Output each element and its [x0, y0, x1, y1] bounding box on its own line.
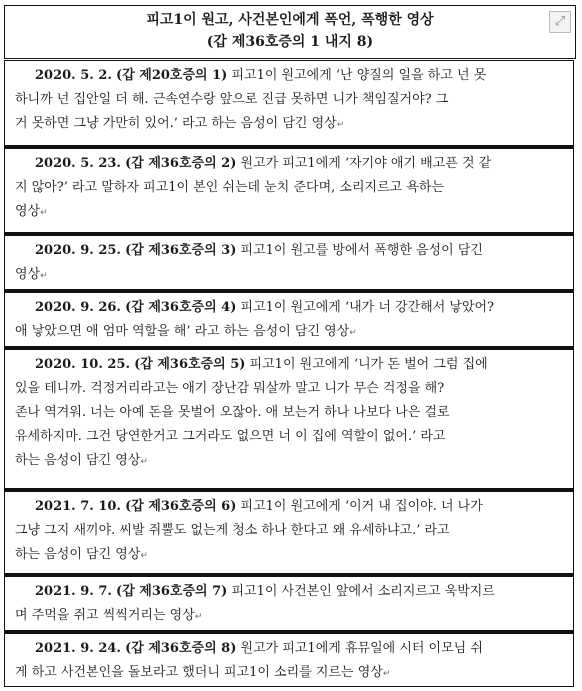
entry-text: 존나 역겨워. 너는 아예 돈을 못벌어 오잖아. 애 보는거 하나 나보다 나은 걸로: [15, 405, 450, 420]
entry-date: 2020. 10. 25.: [35, 357, 130, 372]
entry-line: [15, 112, 563, 137]
entry-text: 거 못하면 그냥 가만히 있어.’ 라고 하는 음성이 담긴 영상: [15, 116, 337, 131]
evidence-entry: [4, 290, 574, 347]
entry-date: 2020. 9. 26.: [35, 300, 121, 315]
entry-text: 유세하지마. 그건 당연한거고 그거라도 없으면 너 이 집에 역할이 없어.’ 라고: [15, 429, 446, 444]
entry-date: 2020. 5. 23.: [35, 156, 121, 171]
entry-line: [15, 176, 563, 200]
entry-line: [15, 604, 563, 629]
entry-line: [15, 425, 563, 449]
entry-text: 영상: [15, 267, 41, 282]
entry-text: 피고1이 사건본인 앞에서 소리지르고 욱박지르: [227, 584, 495, 599]
entry-text: 원고가 피고1에게 휴뮤일에 시터 이모님 쉬: [236, 641, 483, 656]
entry-line: [15, 64, 563, 88]
evidence-entry: [4, 347, 574, 489]
entry-line: [15, 449, 563, 474]
paragraph-mark-icon: ↵: [194, 612, 203, 622]
paragraph-mark-icon: ↵: [140, 457, 148, 467]
document-header: [4, 5, 576, 59]
entry-text: 게 하고 사건본인을 돌보라고 했더니 피고1이 소리를 지르는 영상: [15, 665, 383, 680]
entry-text: 피고1이 원고에게 ‘난 양질의 일을 하고 넌 못: [227, 68, 487, 83]
entry-text: 하는 음성이 담긴 영상: [15, 453, 141, 468]
entry-line: [15, 377, 563, 401]
entry-line: [15, 543, 563, 568]
entry-text: 피고1이 원고에게 ‘내가 너 강간해서 낳았어?: [236, 300, 495, 315]
entry-text: 며 주먹을 쥐고 씩씩거리는 영상: [15, 608, 195, 623]
entry-date: 2020. 5. 2.: [35, 68, 112, 83]
header-title-line2: (갑 제36호증의 1 내지 8): [206, 34, 374, 50]
evidence-ref: (갑 제36호증의 6): [125, 499, 237, 514]
document: [4, 5, 576, 687]
entry-text: 그냥 그지 새끼야. 씨발 쥐뿔도 없는게 청소 하나 한다고 왜 유세하냐고.’ 라고: [15, 523, 450, 538]
entry-line: [15, 88, 563, 112]
evidence-ref: (갑 제36호증의 8): [125, 641, 237, 656]
evidence-entry: [4, 233, 574, 290]
entry-line: [15, 495, 563, 519]
paragraph-mark-icon: ↵: [40, 271, 48, 281]
paragraph-mark-icon: ↵: [382, 669, 391, 679]
entry-line: [15, 519, 563, 543]
paragraph-mark-icon: ↵: [349, 328, 357, 338]
entry-line: [15, 239, 563, 263]
entry-line: [15, 152, 563, 176]
paragraph-mark-icon: ↵: [336, 120, 345, 130]
evidence-entry: [4, 631, 574, 687]
entry-text: 있을 테니까. 걱정거리라고는 애기 장난감 뭐살까 말고 니가 무슨 걱정을 해?: [15, 381, 445, 396]
entry-line: [15, 353, 563, 377]
evidence-entry: [4, 146, 574, 233]
evidence-ref: (갑 제20호증의 1): [116, 68, 228, 83]
entry-date: 2021. 7. 10.: [35, 499, 121, 514]
entry-text: 하니까 넌 집안일 더 해. 근속연수랑 앞으로 진급 못하면 니가 책임질거야? 그: [15, 92, 449, 107]
entry-text: 피고1이 원고에게 ‘니가 돈 벌어 그럼 집에: [245, 357, 488, 372]
entry-line: [15, 320, 563, 345]
entry-line: [15, 401, 563, 425]
header-title-line1: 피고1이 원고, 사건본인에게 폭언, 폭행한 영상: [146, 12, 434, 28]
entry-line: [15, 296, 563, 320]
entry-text: 피고1이 원고에게 ‘이거 내 집이야. 너 나가: [236, 499, 483, 514]
evidence-ref: (갑 제36호증의 5): [134, 357, 246, 372]
entry-text: 지 않아?’ 라고 말하자 피고1이 본인 쉬는데 눈치 준다며, 소리지르고 욕하는: [15, 180, 445, 195]
entry-date: 2021. 9. 24.: [35, 641, 121, 656]
entry-line: [15, 637, 563, 661]
evidence-ref: (갑 제36호증의 3): [125, 243, 237, 258]
evidence-entry: [4, 489, 574, 574]
entry-text: 애 낳았으면 애 엄마 역할을 해’ 라고 하는 음성이 담긴 영상: [15, 324, 350, 339]
entry-date: 2020. 9. 25.: [35, 243, 121, 258]
entry-line: [15, 200, 563, 225]
paragraph-mark-icon: ↵: [40, 208, 48, 218]
expand-icon[interactable]: ⤢: [549, 11, 571, 33]
entry-text: 영상: [15, 204, 41, 219]
evidence-ref: (갑 제36호증의 7): [116, 584, 228, 599]
entry-text: 피고1이 원고를 방에서 폭행한 음성이 담긴: [236, 243, 483, 258]
entry-line: [15, 661, 563, 686]
evidence-ref: (갑 제36호증의 4): [125, 300, 237, 315]
evidence-entry: [4, 60, 574, 146]
entry-line: [15, 580, 563, 604]
entry-text: 하는 음성이 담긴 영상: [15, 547, 141, 562]
paragraph-mark-icon: ↵: [140, 551, 148, 561]
entry-line: [15, 263, 563, 288]
evidence-ref: (갑 제36호증의 2): [125, 156, 237, 171]
entry-text: 원고가 피고1에게 ‘자기야 애기 배고픈 것 같: [236, 156, 492, 171]
entry-date: 2021. 9. 7.: [35, 584, 112, 599]
evidence-entry: [4, 574, 574, 631]
